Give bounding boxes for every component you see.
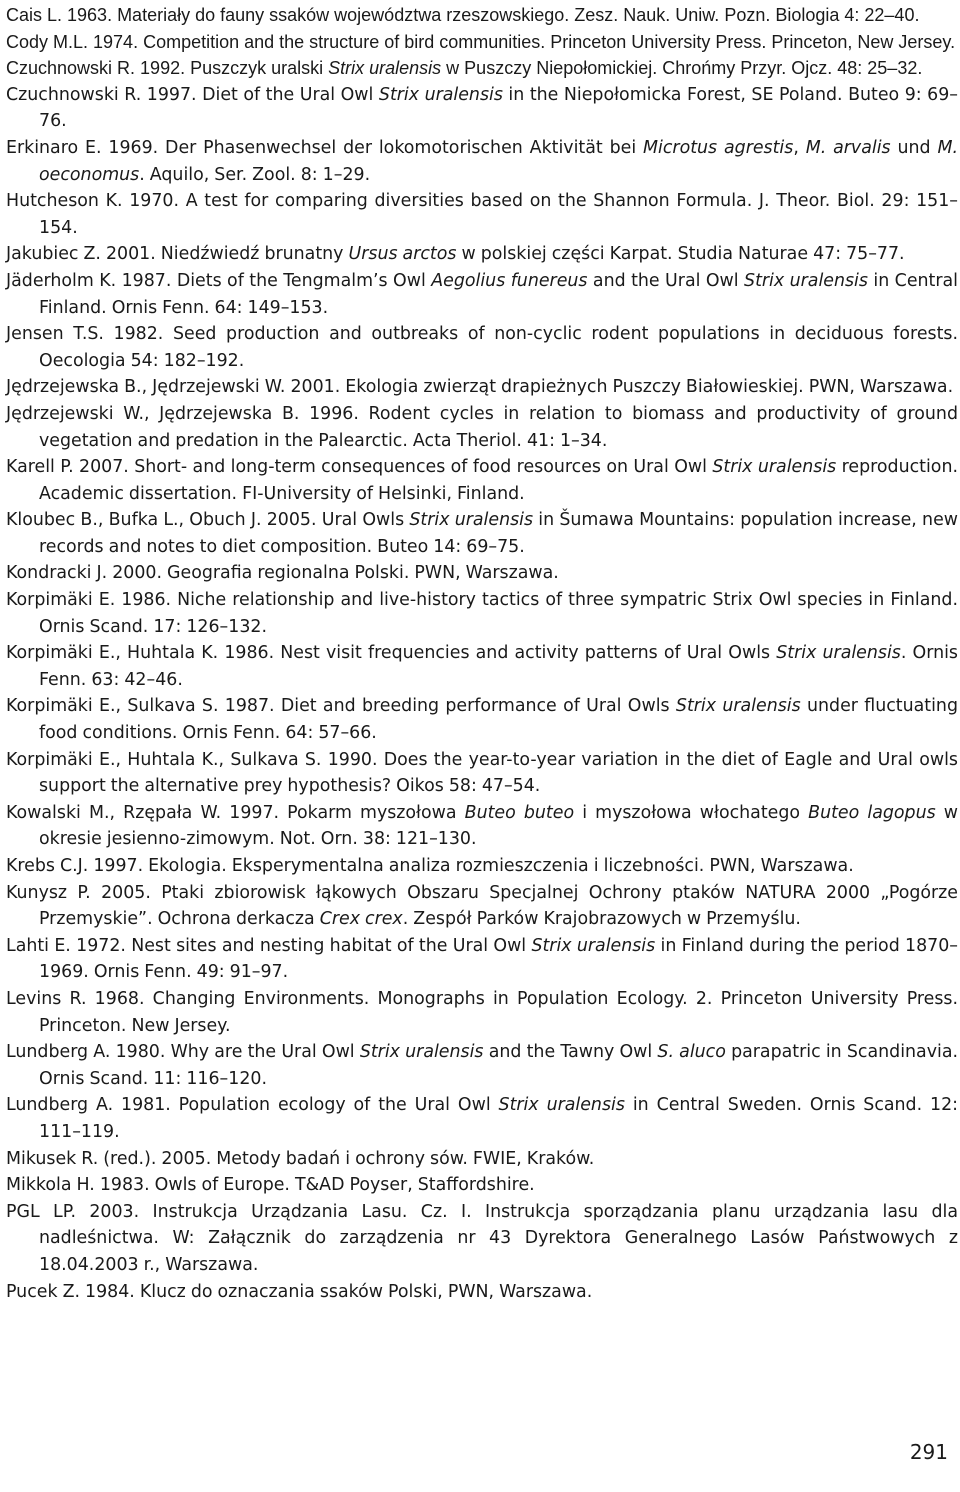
reference-text: Karell P. 2007. Short- and long-term consequences of food resources on Ural Owl xyxy=(6,457,713,478)
reference-text: w polskiej części Karpat. Studia Naturae 47: 75–77. xyxy=(456,244,905,265)
reference-entry xyxy=(6,135,958,188)
reference-text: Korpimäki E. 1986. Niche relationship and live-history tactics of three sympatric Strix Owl species in Finland. Ornis Scand. 17: 126–132. xyxy=(6,590,958,637)
reference-text: in Finland during the period 1870–1969. Ornis Fenn. 49: 91–97. xyxy=(39,935,958,983)
reference-italic-text: Strix uralensis xyxy=(409,510,534,531)
reference-text: Korpimäki E., Huhtala K., Sulkava S. 1990. Does the year-to-year variation in the diet of Eagle and Ural owls support the alternative prey hypothesis? Oikos 58: 47–54. xyxy=(6,749,958,797)
reference-text: Jakubiec Z. 2001. Niedźwiedź brunatny xyxy=(6,244,349,265)
reference-text: Czuchnowski R. 1992. Puszczyk uralski xyxy=(6,58,329,79)
page-number: 291 xyxy=(909,1440,948,1464)
reference-italic-text: Strix uralensis xyxy=(328,58,442,79)
reference-text: i myszołowa włochatego xyxy=(574,802,809,823)
reference-entry xyxy=(6,1279,958,1306)
reference-entry xyxy=(6,401,958,454)
reference-text: . Aquilo, Ser. Zool. 8: 1–29. xyxy=(139,164,371,185)
reference-text: Cody M.L. 1974. Competition and the structure of bird communities. Princeton University Press. Princeton, New Jersey. xyxy=(6,31,956,52)
reference-italic-text: Buteo lagopus xyxy=(808,802,936,823)
reference-text: . Ornis Fenn. 63: 42–46. xyxy=(39,643,958,690)
reference-text: in Central Finland. Ornis Fenn. 64: 149–153. xyxy=(39,270,958,318)
reference-text: under fluctuating food conditions. Ornis Fenn. 64: 57–66. xyxy=(39,696,958,744)
reference-text: and the Tawny Owl xyxy=(483,1042,658,1063)
reference-text: reproduction. Academic dissertation. FI-University of Helsinki, Finland. xyxy=(39,457,958,504)
reference-entry xyxy=(6,241,958,268)
reference-text: Korpimäki E., Huhtala K. 1986. Nest visit frequencies and activity patterns of Ural Owls xyxy=(6,643,777,664)
reference-list xyxy=(6,2,958,1305)
reference-italic-text: Ursus arctos xyxy=(348,244,457,265)
reference-text: Jędrzejewski W., Jędrzejewska B. 1996. Rodent cycles in relation to biomass and productivity of ground vegetation and predation in the Palearctic. Acta Theriol. 41: 1–34. xyxy=(6,403,958,451)
reference-italic-text: Strix uralensis xyxy=(675,696,801,717)
reference-italic-text: Microtus agrestis xyxy=(643,137,794,158)
reference-text: and the Ural Owl xyxy=(587,270,745,291)
reference-entry xyxy=(6,693,958,746)
reference-entry xyxy=(6,507,958,560)
reference-entry xyxy=(6,853,958,880)
reference-text: Kowalski M., Rzępała W. 1997. Pokarm myszołowa xyxy=(6,802,465,823)
reference-text: Lundberg A. 1981. Population ecology of the Ural Owl xyxy=(6,1095,499,1116)
reference-entry xyxy=(6,880,958,933)
reference-entry xyxy=(6,933,958,986)
reference-entry xyxy=(6,640,958,693)
reference-italic-text: Strix uralensis xyxy=(498,1095,625,1116)
reference-text: Kunysz P. 2005. Ptaki zbiorowisk łąkowych Obszaru Specjalnej Ochrony ptaków NATURA 2000 „Pogórze Przemyskie”. Ochrona derkacza xyxy=(6,882,958,930)
reference-italic-text: S. aluco xyxy=(657,1042,726,1063)
reference-entry xyxy=(6,1092,958,1145)
reference-entry xyxy=(6,321,958,374)
reference-text: w okresie jesienno-zimowym. Not. Orn. 38: 121–130. xyxy=(39,802,958,850)
reference-text: w Puszczy Niepołomickiej. Chrońmy Przyr. Ojcz. 48: 25–32. xyxy=(441,58,923,79)
reference-text: in Central Sweden. Ornis Scand. 12: 111–119. xyxy=(39,1095,959,1142)
reference-italic-text: M. oeconomus xyxy=(39,137,958,185)
reference-text: und xyxy=(890,137,938,158)
reference-text: Czuchnowski R. 1997. Diet of the Ural Owl xyxy=(6,84,379,105)
reference-text: Kloubec B., Bufka L., Obuch J. 2005. Ural Owls xyxy=(6,510,410,531)
reference-text: Krebs C.J. 1997. Ekologia. Eksperymentalna analiza rozmieszczenia i liczebności. PWN, Warszawa. xyxy=(6,856,854,876)
reference-entry xyxy=(6,55,958,82)
reference-entry xyxy=(6,29,958,56)
reference-text: Hutcheson K. 1970. A test for comparing diversities based on the Shannon Formula. J. Theor. Biol. 29: 151–154. xyxy=(6,191,958,238)
reference-entry xyxy=(6,454,958,507)
reference-italic-text: M. arvalis xyxy=(805,137,891,158)
reference-entry xyxy=(6,1199,958,1279)
reference-text: Kondracki J. 2000. Geografia regionalna Polski. PWN, Warszawa. xyxy=(6,563,559,584)
reference-text: in the Niepołomicka Forest, SE Poland. Buteo 9: 69–76. xyxy=(39,84,958,132)
reference-text: Korpimäki E., Sulkava S. 1987. Diet and breeding performance of Ural Owls xyxy=(6,696,676,717)
reference-text: Jensen T.S. 1982. Seed production and outbreaks of non-cyclic rodent populations in deciduous forests. Oecologia 54: 182–192. xyxy=(6,324,958,371)
reference-italic-text: Strix uralensis xyxy=(776,643,901,664)
reference-text: Erkinaro E. 1969. Der Phasenwechsel der lokomotorischen Aktivität bei xyxy=(6,137,644,158)
reference-text: Lundberg A. 1980. Why are the Ural Owl xyxy=(6,1042,360,1063)
reference-text: Cais L. 1963. Materiały do fauny ssaków województwa rzeszowskiego. Zesz. Nauk. Uniw. Pozn. Biologia 4: 22–40. xyxy=(6,5,920,25)
reference-italic-text: Strix uralensis xyxy=(359,1042,484,1063)
reference-text: Jäderholm K. 1987. Diets of the Tengmalm’s Owl xyxy=(6,270,432,291)
reference-text: Mikkola H. 1983. Owls of Europe. T&AD Poyser, Staffordshire. xyxy=(6,1175,535,1196)
reference-entry xyxy=(6,268,958,321)
reference-entry xyxy=(6,188,958,241)
reference-text: Mikusek R. (red.). 2005. Metody badań i ochrony sów. FWIE, Kraków. xyxy=(6,1148,595,1169)
reference-text: parapatric in Scandinavia. Ornis Scand. 11: 116–120. xyxy=(39,1042,959,1089)
reference-entry xyxy=(6,587,958,640)
reference-entry xyxy=(6,374,958,401)
reference-text: PGL LP. 2003. Instrukcja Urządzania Lasu. Cz. I. Instrukcja sporządzania planu urządzania lasu dla nadleśnictwa. W: Załącznik do zarządzenia nr 43 Dyrektora Generalnego Lasów Państwowych z 18.04.2003 r., Warszawa. xyxy=(6,1201,958,1275)
reference-entry xyxy=(6,1146,958,1173)
reference-text: Lahti E. 1972. Nest sites and nesting habitat of the Ural Owl xyxy=(6,935,532,956)
reference-text: in Šumawa Mountains: population increase, new records and notes to diet composition. Buteo 14: 69–75. xyxy=(39,510,959,557)
reference-italic-text: Buteo buteo xyxy=(464,802,575,823)
reference-entry xyxy=(6,986,958,1039)
reference-text: , xyxy=(793,137,806,158)
reference-entry xyxy=(6,800,958,853)
reference-italic-text: Crex crex xyxy=(319,909,403,930)
reference-italic-text: Strix uralensis xyxy=(531,935,656,956)
reference-entry xyxy=(6,1039,958,1092)
reference-italic-text: Strix uralensis xyxy=(712,457,837,478)
reference-entry xyxy=(6,82,958,135)
reference-entry xyxy=(6,2,958,29)
reference-text: Levins R. 1968. Changing Environments. Monographs in Population Ecology. 2. Princeton University Press. Princeton. New Jersey. xyxy=(6,988,958,1036)
reference-entry xyxy=(6,747,958,800)
reference-italic-text: Aegolius funereus xyxy=(431,270,588,291)
reference-entry xyxy=(6,560,958,587)
reference-italic-text: Strix uralensis xyxy=(378,84,503,105)
reference-text: . Zespół Parków Krajobrazowych w Przemyślu. xyxy=(402,909,801,930)
reference-entry xyxy=(6,1172,958,1199)
reference-text: Pucek Z. 1984. Klucz do oznaczania ssaków Polski, PWN, Warszawa. xyxy=(6,1281,593,1302)
reference-italic-text: Strix uralensis xyxy=(744,270,868,291)
reference-text: Jędrzejewska B., Jędrzejewski W. 2001. Ekologia zwierząt drapieżnych Puszczy Białowieskiej. PWN, Warszawa. xyxy=(6,377,954,398)
